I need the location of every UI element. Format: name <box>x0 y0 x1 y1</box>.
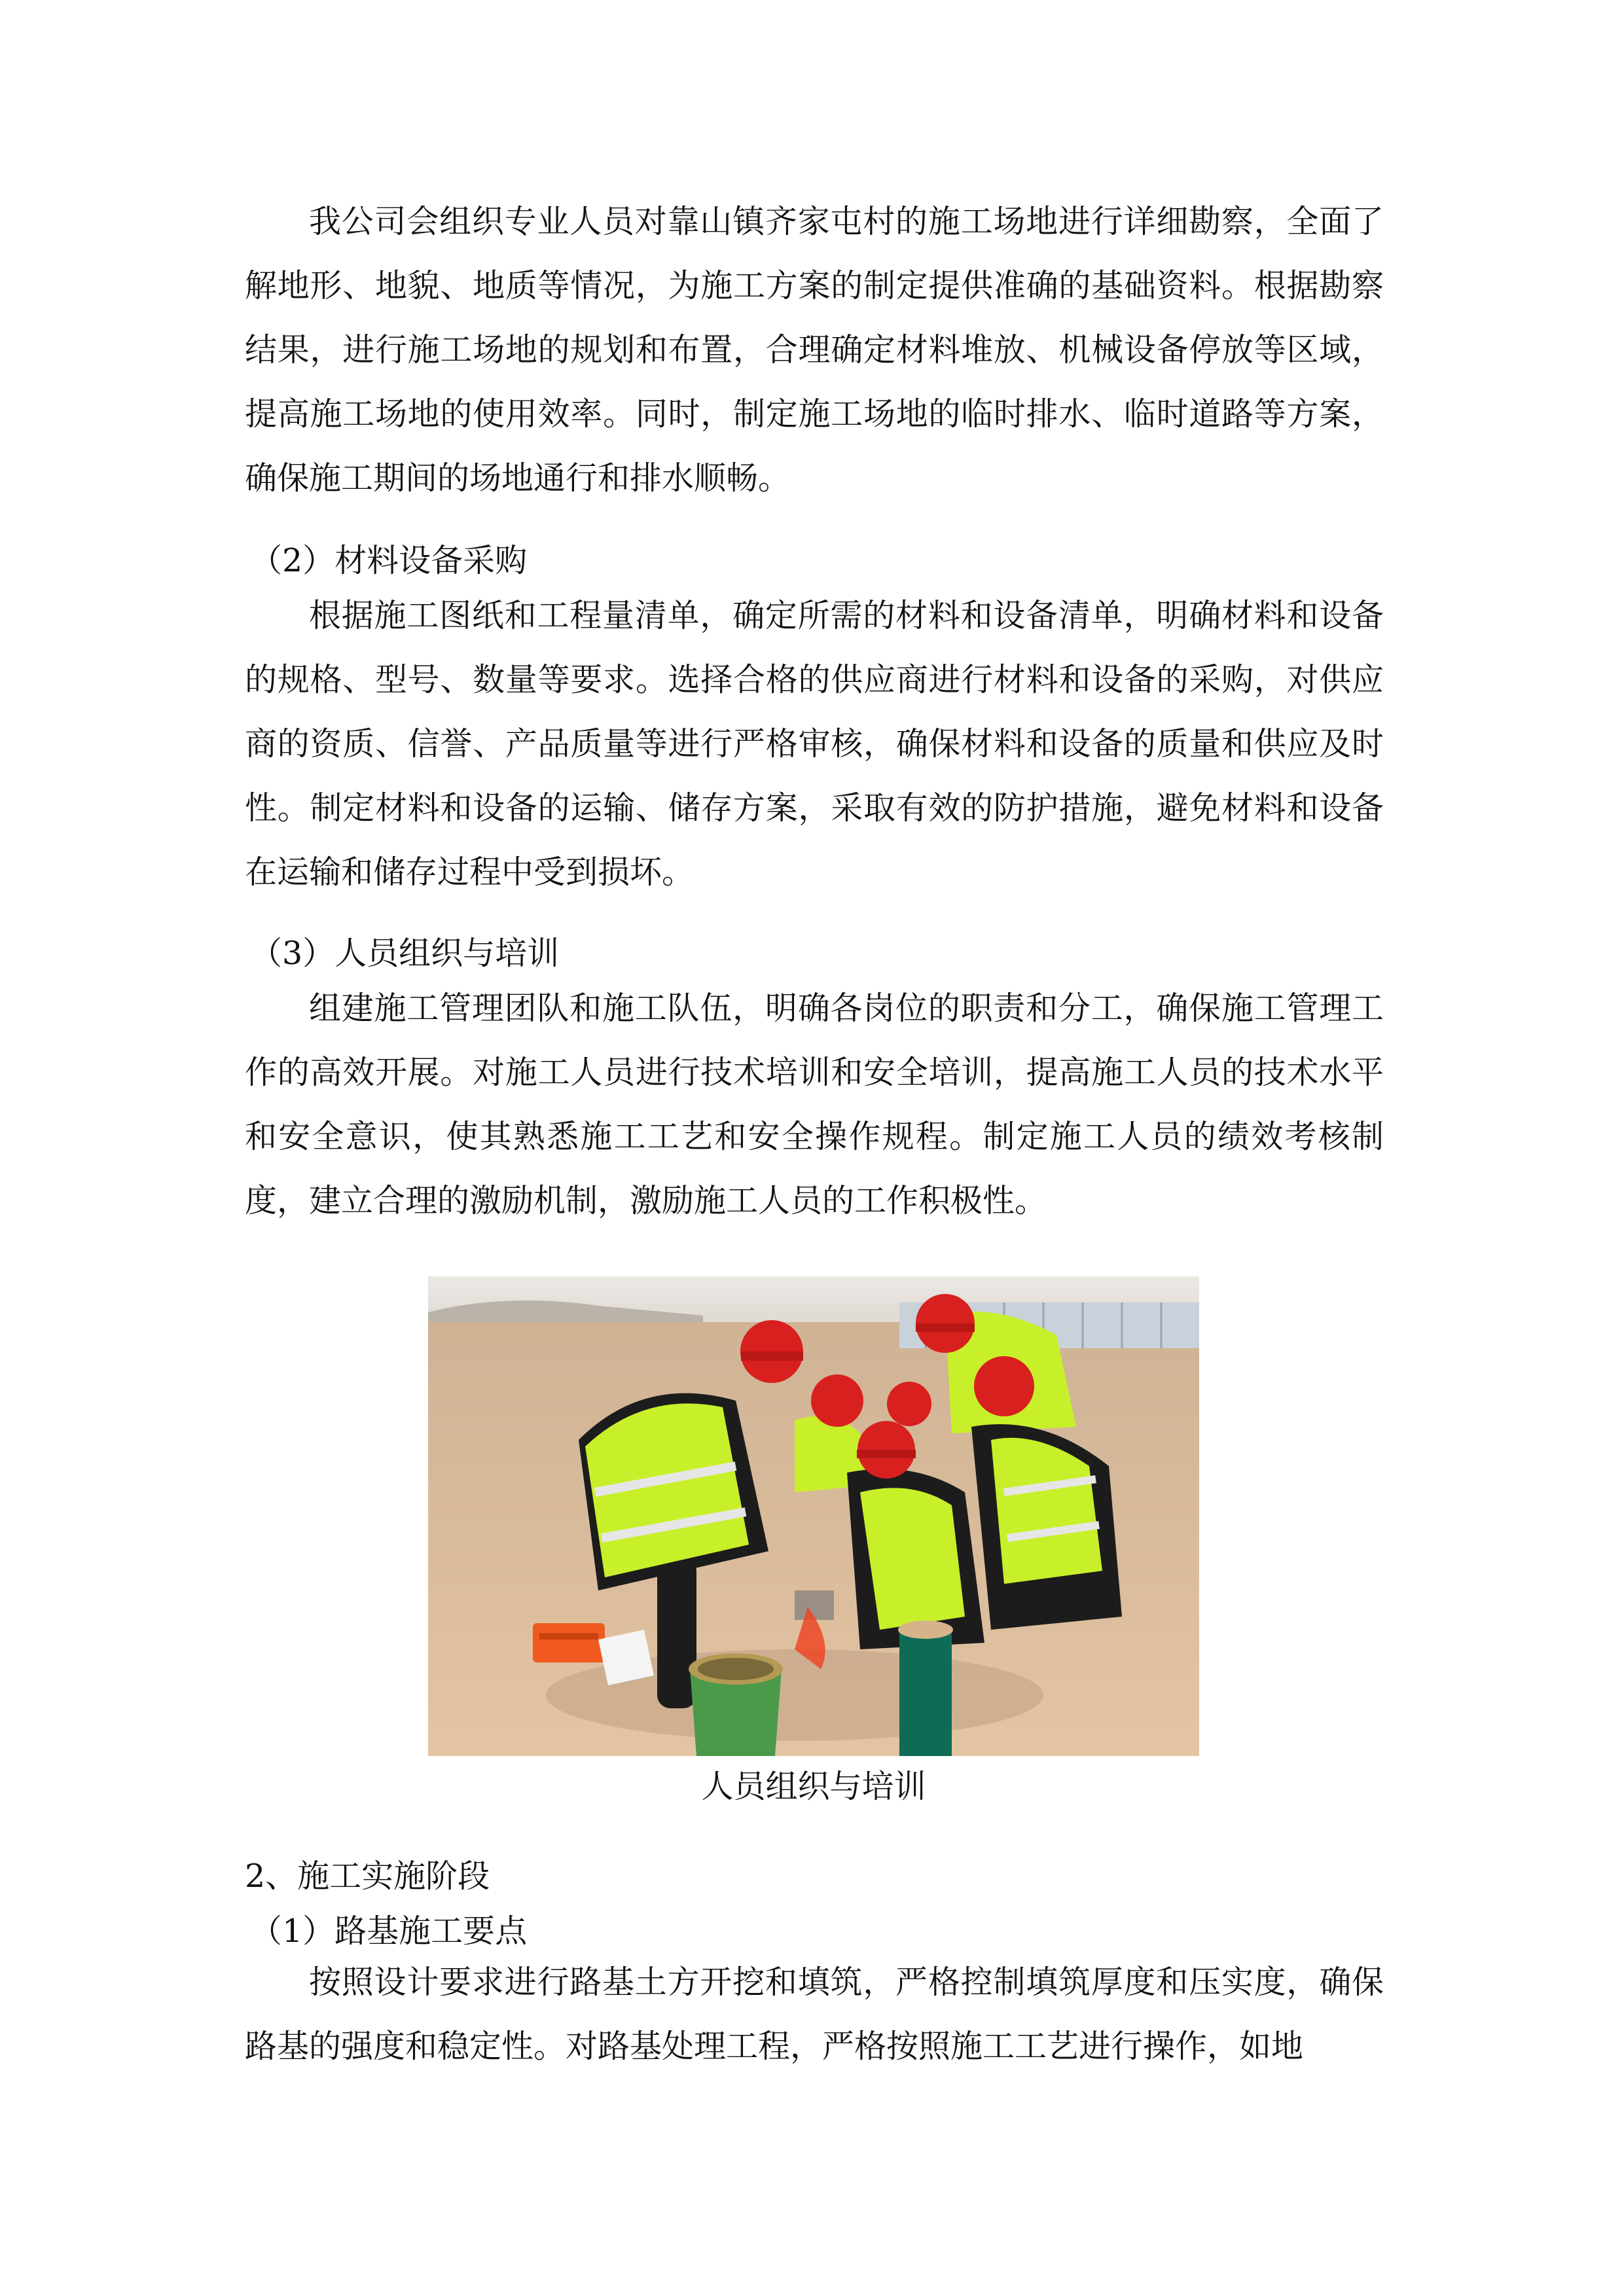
paragraph-site-survey: 我公司会组织专业人员对靠山镇齐家屯村的施工场地进行详细勘察，全面了解地形、地貌、地质等情况，为施工方案的制定提供准确的基础资料。根据勘察结果，进行施工场地的规划和布置，合理确定材料堆放、机械设备停放等区域，提高施工场地的使用效率。同时，制定施工场地的临时排水、临时道路等方案，确保施工期间的场地通行和排水顺畅。 <box>245 203 1384 497</box>
body-text-block <box>245 1950 1384 2079</box>
paragraph-personnel: 组建施工管理团队和施工队伍，明确各岗位的职责和分工，确保施工管理工作的高效开展。对施工人员进行技术培训和安全培训，提高施工人员的技术水平和安全意识，使其熟悉施工工艺和安全操作规程。制定施工人员的绩效考核制度，建立合理的激励机制，激励施工人员的工作积极性。 <box>245 990 1384 1219</box>
figure-caption: 人员组织与培训 <box>701 1768 926 1805</box>
photo-illustration <box>428 1276 1199 1756</box>
paragraph-materials: 根据施工图纸和工程量清单，确定所需的材料和设备清单，明确材料和设备的规格、型号、数量等要求。选择合格的供应商进行材料和设备的采购，对供应商的资质、信誉、产品质量等进行严格审核，确保材料和设备的质量和供应及时性。制定材料和设备的运输、储存方案，采取有效的防护措施，避免材料和设备在运输和储存过程中受到损坏。 <box>245 597 1384 891</box>
body-text-block <box>245 190 1384 511</box>
paint-bucket <box>689 1653 783 1756</box>
body-text-block <box>245 977 1384 1233</box>
section-heading-implementation: 2、施工实施阶段 <box>245 1857 490 1895</box>
section-heading-materials: （2）材料设备采购 <box>250 542 528 579</box>
section-heading-roadbed: （1）路基施工要点 <box>250 1912 528 1950</box>
body-text-block <box>245 584 1384 905</box>
measuring-cylinder <box>898 1621 953 1756</box>
paragraph-roadbed: 按照设计要求进行路基土方开挖和填筑，严格控制填筑厚度和压实度，确保路基的强度和稳定性。对路基处理工程，严格按照施工工艺进行操作，如地 <box>245 1964 1384 2065</box>
toolbox <box>533 1623 605 1662</box>
section-heading-personnel: （3）人员组织与培训 <box>250 935 560 972</box>
photo-personnel-training <box>428 1276 1199 1756</box>
